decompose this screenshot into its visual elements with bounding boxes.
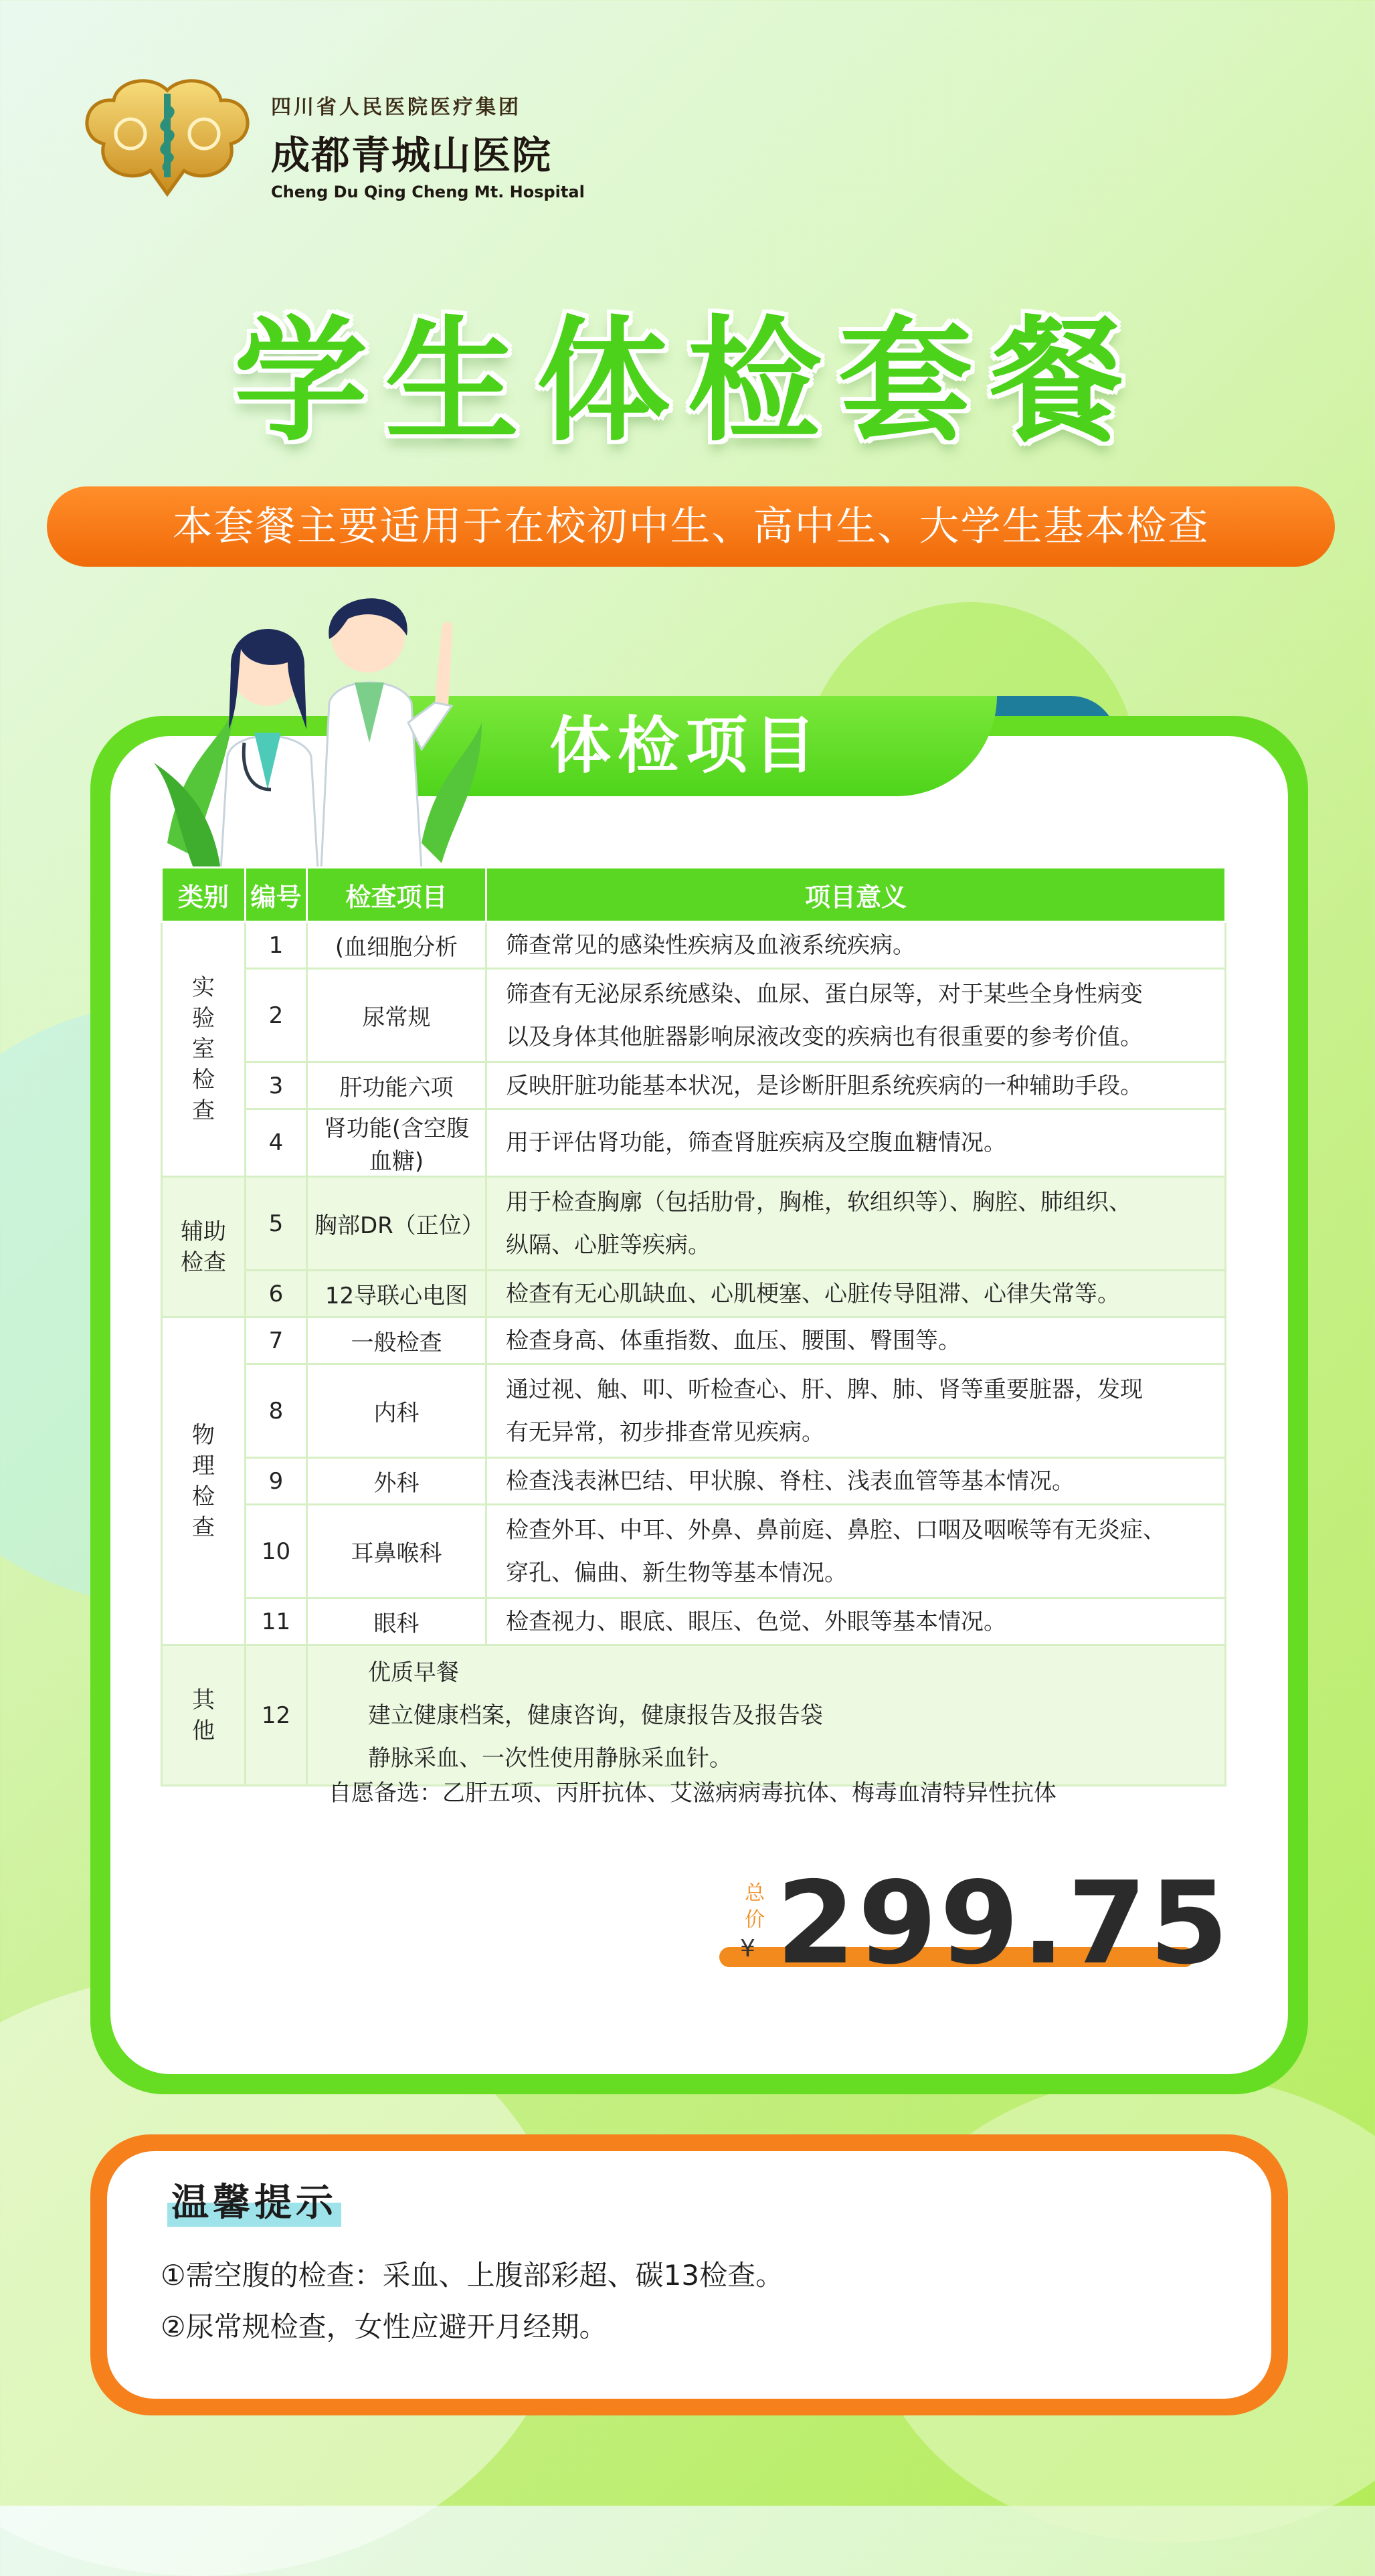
item-name: (血细胞分析 (307, 922, 486, 969)
item-number: 3 (246, 1063, 307, 1109)
item-description: 筛查有无泌尿系统感染、血尿、蛋白尿等，对于某些全身性病变 以及身体其他脏器影响尿液改变的疾病也有很重要的参考价值。 (486, 969, 1226, 1063)
item-name: 肝功能六项 (307, 1063, 486, 1109)
table-row (162, 1645, 1226, 1786)
category-cell-other: 其他 (162, 1645, 246, 1786)
tip-item: ①需空腹的检查：采血、上腹部彩超、碳13检查。 (161, 2259, 784, 2292)
item-name: 内科 (307, 1364, 486, 1458)
doctors-illustration (154, 589, 488, 870)
item-number: 11 (246, 1598, 307, 1645)
optional-items-note: 自愿备选：乙肝五项、丙肝抗体、艾滋病病毒抗体、梅毒血清特异性抗体 (329, 1780, 1057, 1807)
column-header-item: 检查项目 (307, 868, 486, 922)
item-description: 检查浅表淋巴结、甲状腺、脊柱、浅表血管等基本情况。 (486, 1458, 1226, 1505)
category-cell-phys: 物理检查 (162, 1317, 246, 1645)
column-header-number: 编号 (246, 868, 307, 922)
table-row (162, 1505, 1226, 1598)
category-cell-lab: 实验室检查 (162, 922, 246, 1177)
table-row (162, 1109, 1226, 1177)
item-name: 胸部DR（正位） (307, 1177, 486, 1271)
table-row (162, 922, 1226, 969)
price-label: 总价 (745, 1881, 765, 1932)
hospital-group-name: 四川省人民医院医疗集团 (271, 96, 521, 119)
item-description: 筛查常见的感染性疾病及血液系统疾病。 (486, 922, 1226, 969)
table-row (162, 1317, 1226, 1364)
item-number: 9 (246, 1458, 307, 1505)
item-number: 2 (246, 969, 307, 1063)
item-name: 外科 (307, 1458, 486, 1505)
item-description: 用于检查胸廓（包括肋骨，胸椎，软组织等）、胸腔、肺组织、 纵隔、心脏等疾病。 (486, 1177, 1226, 1271)
item-description: 反映肝脏功能基本状况，是诊断肝胆系统疾病的一种辅助手段。 (486, 1063, 1226, 1109)
tip-item: ②尿常规检查，女性应避开月经期。 (161, 2310, 608, 2343)
item-name: 眼科 (307, 1598, 486, 1645)
tips-title: 温馨提示 (167, 2173, 341, 2227)
table-row (162, 1598, 1226, 1645)
table-row (162, 1458, 1226, 1505)
item-number: 8 (246, 1364, 307, 1458)
item-number: 10 (246, 1505, 307, 1598)
item-name: 肾功能(含空腹血糖) (307, 1109, 486, 1177)
item-number: 6 (246, 1271, 307, 1317)
item-description: 检查有无心肌缺血、心肌梗塞、心脏传导阻滞、心律失常等。 (486, 1271, 1226, 1317)
hospital-header (77, 70, 612, 204)
item-name: 12导联心电图 (307, 1271, 486, 1317)
item-description: 用于评估肾功能，筛查肾脏疾病及空腹血糖情况。 (486, 1109, 1226, 1177)
table-row (162, 969, 1226, 1063)
column-header-category: 类别 (162, 868, 246, 922)
item-number: 12 (246, 1645, 307, 1786)
category-cell-aux: 辅助检查 (162, 1177, 246, 1317)
item-name: 耳鼻喉科 (307, 1505, 486, 1598)
table-row (162, 1364, 1226, 1458)
subtitle-banner: 本套餐主要适用于在校初中生、高中生、大学生基本检查 (47, 486, 1335, 567)
item-description: 通过视、触、叩、听检查心、肝、脾、肺、肾等重要脏器，发现 有无异常，初步排查常见疾病。 (486, 1364, 1226, 1458)
item-description: 检查外耳、中耳、外鼻、鼻前庭、鼻腔、口咽及咽喉等有无炎症、 穿孔、偏曲、新生物等基本情况。 (486, 1505, 1226, 1598)
item-number: 1 (246, 922, 307, 969)
table-row (162, 1063, 1226, 1109)
item-name: 一般检查 (307, 1317, 486, 1364)
page-title: 学生体检套餐 (234, 304, 1141, 460)
item-description: 优质早餐 建立健康档案，健康咨询，健康报告及报告袋 静脉采血、一次性使用静脉采血针。 (307, 1645, 1226, 1786)
item-number: 7 (246, 1317, 307, 1364)
card-title: 体检项目 (549, 710, 822, 781)
item-number: 4 (246, 1109, 307, 1177)
item-name: 尿常规 (307, 969, 486, 1063)
hospital-logo-icon (77, 70, 258, 204)
table-header-row (162, 868, 1226, 922)
hospital-name: 成都青城山医院 (271, 132, 553, 178)
hospital-name-en: Cheng Du Qing Cheng Mt. Hospital (271, 183, 585, 201)
column-header-meaning: 项目意义 (486, 868, 1226, 922)
item-description: 检查身高、体重指数、血压、腰围、臀围等。 (486, 1317, 1226, 1364)
table-row (162, 1271, 1226, 1317)
item-description: 检查视力、眼底、眼压、色觉、外眼等基本情况。 (486, 1598, 1226, 1645)
item-number: 5 (246, 1177, 307, 1271)
price-value: 299.75 (776, 1857, 1232, 1990)
items-table (161, 866, 1226, 1786)
table-row (162, 1177, 1226, 1271)
price-currency: ¥ (740, 1935, 755, 1962)
